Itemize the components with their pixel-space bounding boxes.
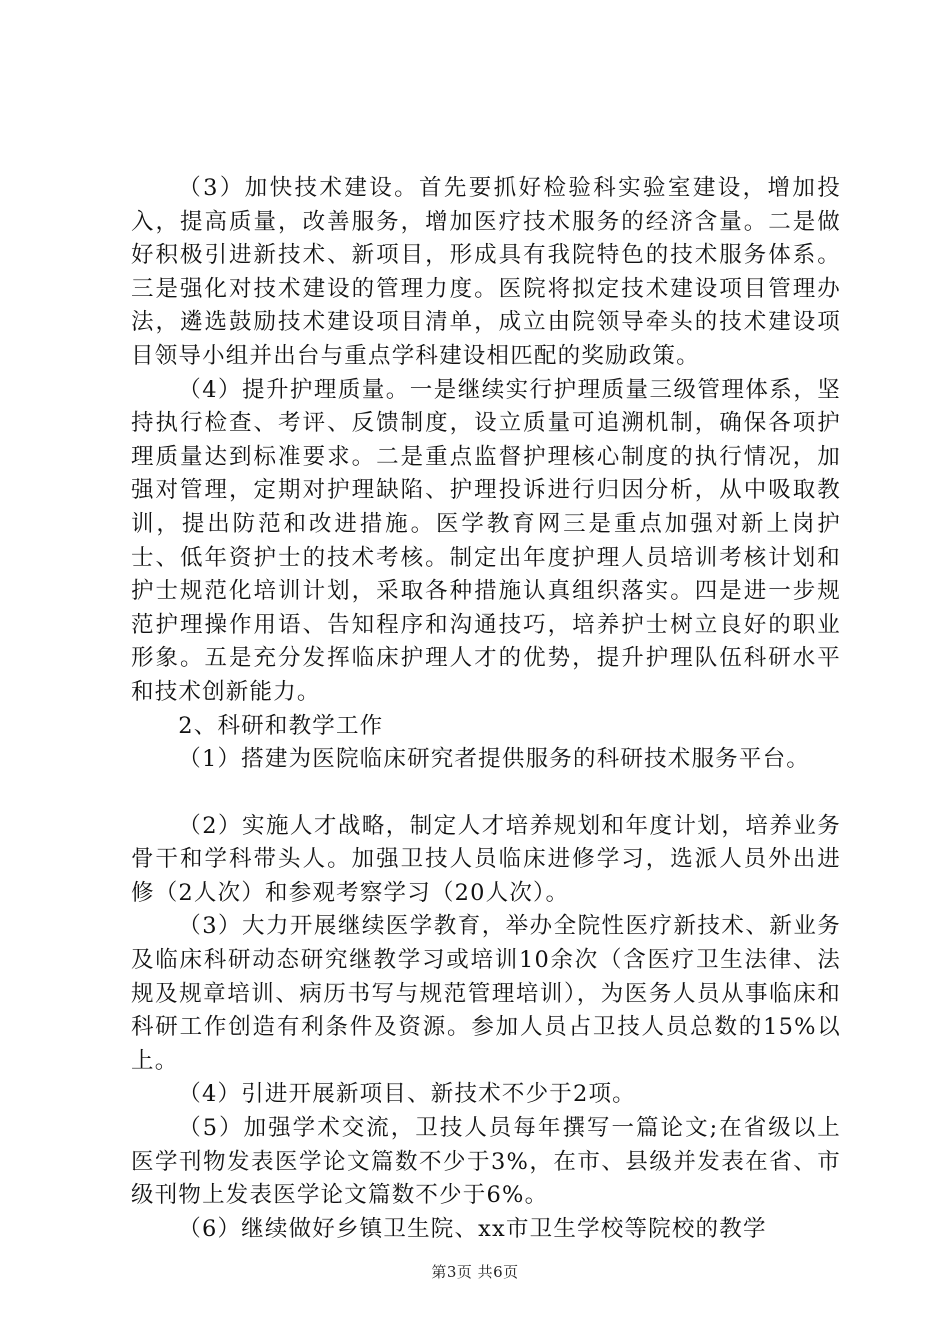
paragraph-tech-construction: （3）加快技术建设。首先要抓好检验科实验室建设，增加投入，提高质量，改善服务，增加医疗技术服务的经济含量。二是做好积极引进新技术、新项目，形成具有我院特色的技术服务体系。三是强化对技术建设的管理力度。医院将拟定技术建设项目管理办法，遴选鼓励技术建设项目清单，成立由院领导牵头的技术建设项目领导小组并出台与重点学科建设相匹配的奖励政策。 <box>131 175 841 369</box>
document-body <box>131 172 841 1246</box>
paragraph-academic-exchange: （5）加强学术交流，卫技人员每年撰写一篇论文;在省级以上医学刊物发表医学论文篇数不少于3%，在市、县级并发表在省、市级刊物上发表医学论文篇数不少于6%。 <box>131 1115 841 1209</box>
paragraph-research-platform: （1）搭建为医院临床研究者提供服务的科研技术服务平台。 <box>178 746 810 773</box>
page-footer <box>0 1262 950 1282</box>
paragraph-continuing-education: （3）大力开展继续医学教育，举办全院性医疗新技术、新业务及临床科研动态研究继教学习或培训10余次（含医疗卫生法律、法规及规章培训、病历书写与规范管理培训），为医务人员从事临床和科研工作创造有利条件及资源。参加人员占卫技人员总数的15%以上。 <box>131 913 841 1074</box>
paragraph-nursing-quality: （4）提升护理质量。一是继续实行护理质量三级管理体系，坚持执行检查、考评、反馈制度，设立质量可追溯机制，确保各项护理质量达到标准要求。二是重点监督护理核心制度的执行情况，加强对管理，定期对护理缺陷、护理投诉进行归因分析，从中吸取教训，提出防范和改进措施。医学教育网三是重点加强对新上岗护士、低年资护士的技术考核。制定出年度护理人员培训考核计划和护士规范化培训计划，采取各种措施认真组织落实。四是进一步规范护理操作用语、告知程序和沟通技巧，培养护士树立良好的职业形象。五是充分发挥临床护理人才的优势，提升护理队伍科研水平和技术创新能力。 <box>131 376 841 705</box>
paragraph-new-projects: （4）引进开展新项目、新技术不少于2项。 <box>178 1081 636 1108</box>
paragraph-talent-strategy: （2）实施人才战略，制定人才培养规划和年度计划，培养业务骨干和学科带头人。加强卫技人员临床进修学习，选派人员外出进修（2人次）和参观考察学习（20人次）。 <box>131 812 841 906</box>
page-number-label: 第3页 共6页 <box>431 1263 519 1281</box>
section-heading-research-teaching: 2、科研和教学工作 <box>178 712 384 739</box>
paragraph-teaching-work: （6）继续做好乡镇卫生院、xx市卫生学校等院校的教学 <box>178 1215 767 1242</box>
